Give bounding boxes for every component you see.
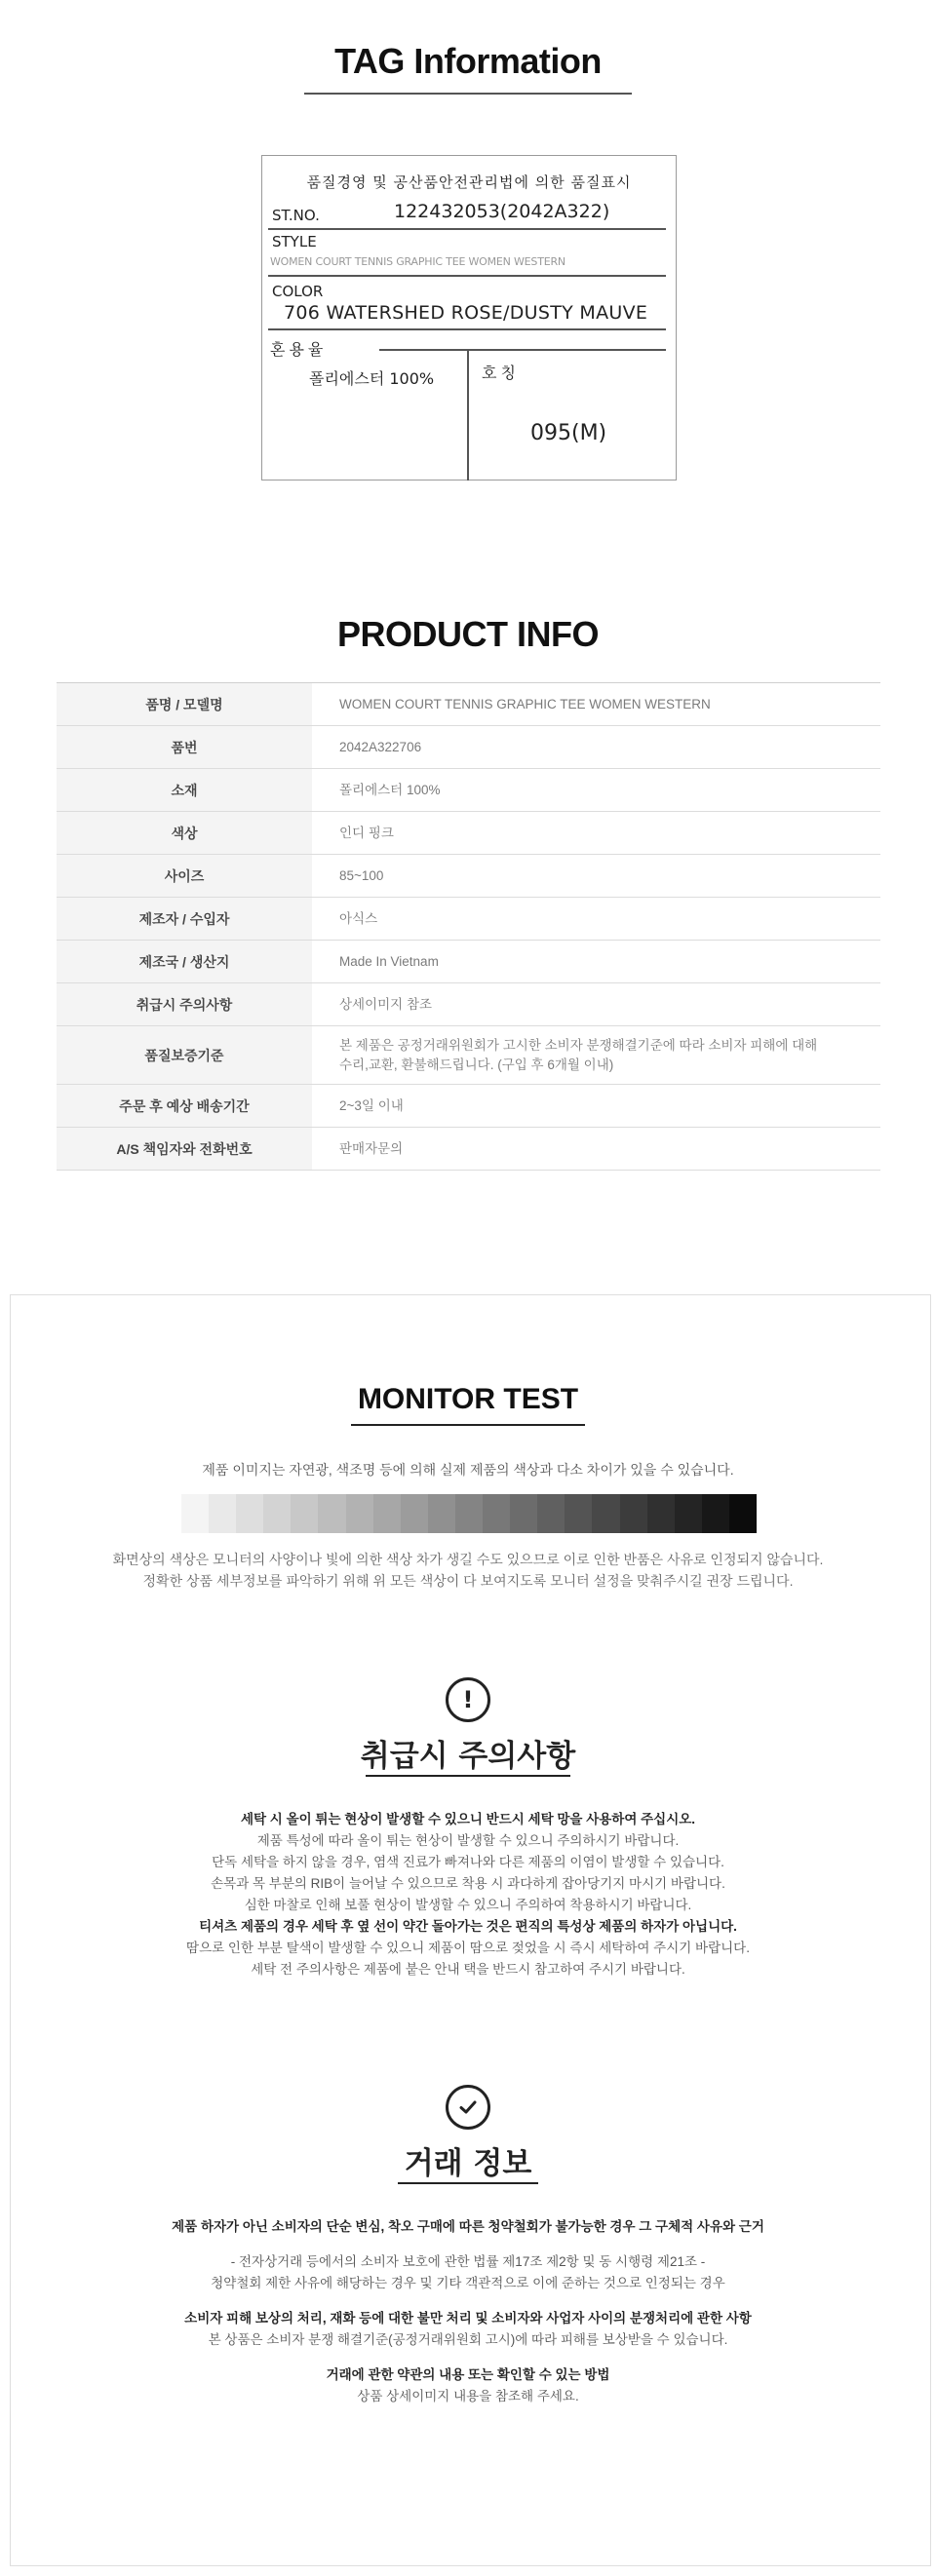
table-row xyxy=(57,812,880,855)
tag-st-no-value: 122432053(2042A322) xyxy=(394,201,610,222)
table-row xyxy=(57,898,880,941)
gradient-swatch xyxy=(537,1494,565,1533)
table-row xyxy=(57,1085,880,1128)
row-value: 85~100 xyxy=(339,867,384,883)
table-row xyxy=(57,726,880,769)
row-value: 2~3일 이내 xyxy=(339,1097,404,1113)
row-value: 인디 핑크 xyxy=(339,825,394,840)
tag-color-value: 706 WATERSHED ROSE/DUSTY MAUVE xyxy=(284,302,648,324)
deal-line: 상품 상세이미지 내용을 참조해 주세요. xyxy=(357,2389,579,2403)
caution-heading: 세탁 시 올이 튀는 현상이 발생할 수 있으니 반드시 세탁 망을 사용하여 주십시오. xyxy=(240,1812,696,1826)
caution-line: 제품 특성에 따라 올이 튀는 현상이 발생할 수 있으니 주의하시기 바랍니다. xyxy=(256,1833,680,1848)
gradient-swatch xyxy=(455,1494,483,1533)
tag-st-no-label: ST.NO. xyxy=(272,207,320,224)
spacer xyxy=(0,2351,936,2365)
gradient-swatch xyxy=(702,1494,729,1533)
grayscale-gradient-bar xyxy=(181,1494,757,1533)
caution-line: 단독 세탁을 하지 않을 경우, 염색 진료가 빠져나와 다른 제품의 이염이 발생할 수 있습니다. xyxy=(212,1855,724,1869)
deal-heading: 소비자 피해 보상의 처리, 재화 등에 대한 불만 처리 및 소비자와 사업자 사이의 분쟁처리에 관한 사항 xyxy=(184,2311,752,2326)
check-circle-icon xyxy=(446,2085,490,2130)
row-value: 아식스 xyxy=(339,910,378,926)
monitor-test-notes xyxy=(0,1549,936,1592)
deal-info-body xyxy=(0,2216,936,2407)
title-underline xyxy=(366,1775,570,1777)
gradient-swatch xyxy=(401,1494,428,1533)
table-row xyxy=(57,983,880,1026)
caution-line: 심한 마찰로 인해 보풀 현상이 발생할 수 있으니 주의하여 착용하시기 바랍니다. xyxy=(244,1898,692,1912)
gradient-swatch xyxy=(318,1494,345,1533)
title-underline xyxy=(398,2182,538,2184)
row-label: 취급시 주의사항 xyxy=(57,983,312,1025)
exclamation-icon: ! xyxy=(446,1677,490,1722)
table-row xyxy=(57,1026,880,1085)
caution-line: 세탁 전 주의사항은 제품에 붙은 안내 택을 반드시 참고하여 주시기 바랍니다. xyxy=(251,1962,685,1977)
title-underline xyxy=(351,1424,585,1426)
row-label: 주문 후 예상 배송기간 xyxy=(57,1085,312,1127)
gradient-swatch xyxy=(263,1494,291,1533)
deal-line: 청약철회 제한 사유에 해당하는 경우 및 기타 객관적으로 이에 준하는 것으로 인정되는 경우 xyxy=(211,2276,725,2290)
deal-heading: 제품 하자가 아닌 소비자의 단순 변심, 착오 구매에 따른 청약철회가 불가능한 경우 그 구체적 사유와 근거 xyxy=(172,2219,764,2234)
deal-heading: 거래에 관한 약관의 내용 또는 확인할 수 있는 방법 xyxy=(326,2367,610,2382)
tag-rule xyxy=(379,349,666,351)
table-row xyxy=(57,855,880,898)
gradient-swatch xyxy=(620,1494,647,1533)
product-info-table xyxy=(57,682,880,1171)
deal-line: - 전자상거래 등에서의 소비자 보호에 관한 법률 제17조 제2항 및 동 시행령 제21조 - xyxy=(230,2254,706,2269)
tag-size-value: 095(M) xyxy=(530,421,607,445)
spacer xyxy=(0,2294,936,2308)
row-value: WOMEN COURT TENNIS GRAPHIC TEE WOMEN WESTERN xyxy=(339,696,711,711)
row-label: 품질보증기준 xyxy=(57,1026,312,1084)
table-row xyxy=(57,941,880,983)
row-value: 2042A322706 xyxy=(339,739,422,754)
row-label: 사이즈 xyxy=(57,855,312,897)
deal-info-title: 거래 정보 xyxy=(404,2146,532,2181)
title-underline xyxy=(304,93,632,95)
deal-line: 본 상품은 소비자 분쟁 해결기준(공정거래위원회 고시)에 따라 피해를 보상받을 수 있습니다. xyxy=(208,2332,728,2347)
checkmark-icon xyxy=(456,2095,480,2119)
tag-style-value: WOMEN COURT TENNIS GRAPHIC TEE WOMEN WESTERN xyxy=(270,255,566,268)
gradient-swatch xyxy=(729,1494,757,1533)
product-info-title: PRODUCT INFO xyxy=(337,614,599,654)
gradient-swatch xyxy=(236,1494,263,1533)
gradient-swatch xyxy=(181,1494,209,1533)
row-label: A/S 책임자와 전화번호 xyxy=(57,1128,312,1170)
row-label: 색상 xyxy=(57,812,312,854)
caution-title: 취급시 주의사항 xyxy=(360,1739,576,1774)
gradient-swatch xyxy=(675,1494,702,1533)
tag-header: 품질경영 및 공산품안전관리법에 의한 품질표시 xyxy=(306,173,632,191)
caution-line: 땀으로 인한 부분 탈색이 발생할 수 있으니 제품이 땀으로 젖었을 시 즉시 세탁하여 주시기 바랍니다. xyxy=(186,1941,750,1955)
tag-information-title: TAG Information xyxy=(334,41,602,81)
tag-rule xyxy=(268,275,666,277)
monitor-note: 정확한 상품 세부정보를 파악하기 위해 위 모든 색상이 다 보여지도록 모니터 설정을 맞춰주시길 권장 드립니다. xyxy=(142,1573,794,1589)
gradient-swatch xyxy=(291,1494,318,1533)
caution-body xyxy=(0,1809,936,1980)
care-tag-image xyxy=(261,155,677,481)
tag-rule xyxy=(268,228,666,230)
row-label: 제조국 / 생산지 xyxy=(57,941,312,982)
table-row xyxy=(57,1128,880,1171)
tag-rule xyxy=(268,328,666,330)
row-value: 판매자문의 xyxy=(339,1140,404,1156)
row-label: 소재 xyxy=(57,769,312,811)
caution-line: 손목과 목 부분의 RIB이 늘어날 수 있으므로 착용 시 과다하게 잡아당기지 마시기 바랍니다. xyxy=(211,1876,725,1891)
row-label: 품명 / 모델명 xyxy=(57,683,312,725)
gradient-swatch xyxy=(346,1494,373,1533)
gradient-swatch xyxy=(428,1494,455,1533)
gradient-swatch xyxy=(565,1494,592,1533)
spacer xyxy=(0,2238,936,2251)
gradient-swatch xyxy=(209,1494,236,1533)
tag-mix-value: 폴리에스터 100% xyxy=(309,369,435,388)
gradient-swatch xyxy=(483,1494,510,1533)
tag-divider xyxy=(467,349,469,481)
gradient-swatch xyxy=(647,1494,675,1533)
tag-mix-label: 혼용율 xyxy=(270,340,328,359)
row-value: 본 제품은 공정거래위원회가 고시한 소비자 분쟁해결기준에 따라 소비자 피해에 대해 수리,교환, 환불해드립니다. (구입 후 6개월 이내) xyxy=(339,1037,818,1072)
tag-size-label: 호칭 xyxy=(482,364,520,382)
tag-color-label: COLOR xyxy=(272,283,324,300)
row-value: Made In Vietnam xyxy=(339,953,439,969)
monitor-test-description: 제품 이미지는 자연광, 색조명 등에 의해 실제 제품의 색상과 다소 차이가 있을 수 있습니다. xyxy=(202,1462,734,1478)
table-row xyxy=(57,683,880,726)
row-value: 폴리에스터 100% xyxy=(339,782,441,797)
table-row xyxy=(57,769,880,812)
row-label: 품번 xyxy=(57,726,312,768)
gradient-swatch xyxy=(373,1494,401,1533)
caution-heading: 티셔츠 제품의 경우 세탁 후 옆 선이 약간 돌아가는 것은 편직의 특성상 제품의 하자가 아닙니다. xyxy=(199,1919,737,1934)
gradient-swatch xyxy=(592,1494,619,1533)
tag-style-label: STYLE xyxy=(272,233,317,250)
monitor-note: 화면상의 색상은 모니터의 사양이나 빛에 의한 색상 차가 생길 수도 있으므로 이로 인한 반품은 사유로 인정되지 않습니다. xyxy=(112,1552,824,1567)
row-value: 상세이미지 참조 xyxy=(339,996,433,1012)
row-label: 제조자 / 수입자 xyxy=(57,898,312,940)
monitor-test-title: MONITOR TEST xyxy=(357,1383,579,1415)
gradient-swatch xyxy=(510,1494,537,1533)
